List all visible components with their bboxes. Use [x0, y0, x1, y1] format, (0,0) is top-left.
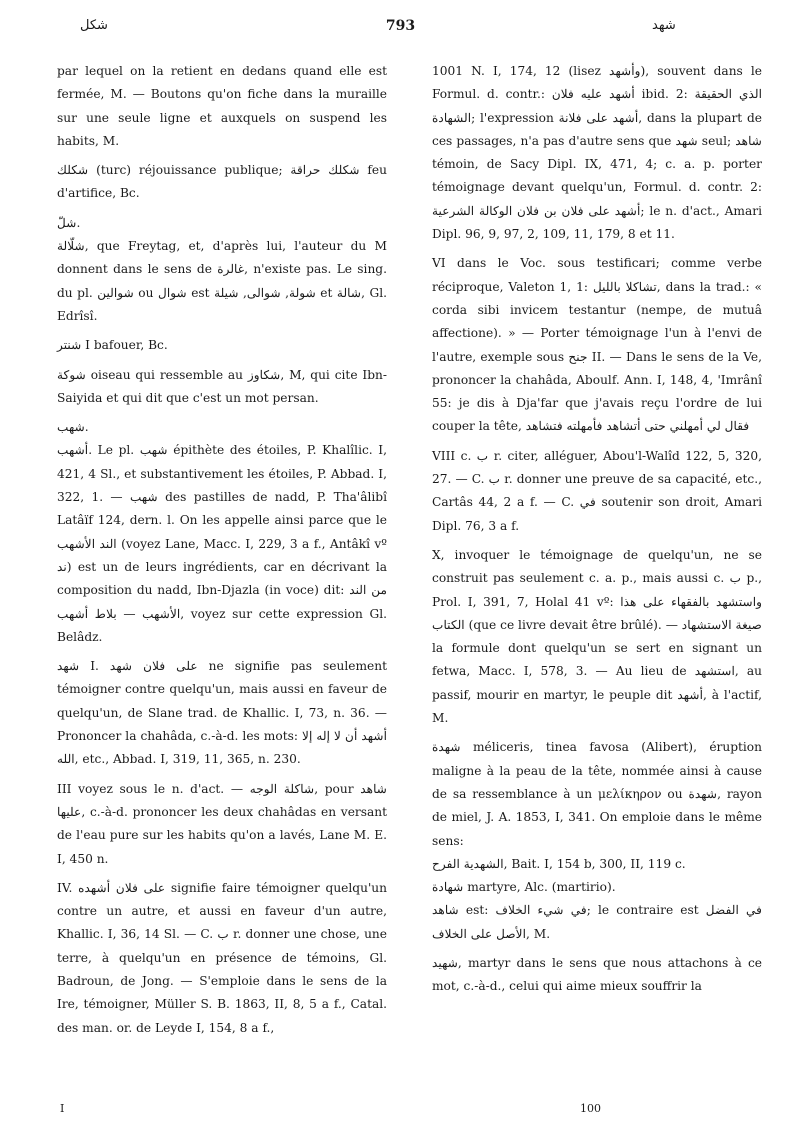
signature-mark: I	[60, 1102, 65, 1115]
right-paragraph: VI dans le Voc. sous testificari; comme verbe réciproque, Valeton ‎1, 1: تشاكلا بالليل, dans la trad.: « corda sibi invicem testantur (nempe, de mutuâ affectione). » — Porter témoignage l'un à l'envi de l'autre, exemple sous جنح II. — Dans le sens de la Ve, prononcer la chahâda, Aboulf. Ann. I, 148, 4, 'Imrânî 55: je dis à Dja'far que j'avais reçu l'ordre de lui couper la tête, فقال لي أمهلني حتى أتشاهد فأمهلته فتشاهد	[432, 256, 763, 434]
right-paragraph: X, invoquer le témoignage de quelqu'un, ne se construit pas seulement c. a. p., mais aussi c. ب p., Prol. I, 391, 7, Holal 41 vº: واستشهد بالفقهاء على هذا الكتاب (que ce livre devait être brûlé). — صيغة الاستشهاد la formule dont quelqu'un se sert en signant un fetwa, Macc. I, 578, 3. — Au lieu de استشهد, au passif, mourir en martyr, le peuple dit أشهد, à l'actif, M.	[432, 547, 763, 726]
left-column	[57, 60, 387, 1040]
left-paragraph: شكلك (turc) réjouissance publique; شكلك حراقة feu d'artifice, Bc.	[57, 163, 387, 201]
right-column	[432, 60, 762, 999]
running-head-left: شكل	[80, 18, 108, 33]
page-number: 793	[385, 18, 416, 34]
left-paragraph: شهد I. على فلان شهد ne signifie pas seulement témoigner contre quelqu'un, mais aussi en faveur de quelqu'un, de Slane trad. de Khallic. I, 73, n. 36. — Prononcer la chahâda, c.-à-d. les mots: أشهد أن لا إله إلا الله, etc., Abbad. I, 319, 11, 365, n. 230.	[57, 659, 387, 767]
right-paragraph: الشهدية الفرح, Bait. I, 154 b, 300, II, 119 c.	[432, 856, 686, 871]
left-paragraph: شلّالة, que Freytag, et, d'après lui, l'auteur du M donnent dans le sens de غالرة, n'existe pas. Le sing. du pl. شوالين ou شوال est شولة, شوالى, شيلة et شالة, Gl. Edrîsî.	[57, 239, 387, 323]
right-paragraph: شاهد est: في شيء الخلاف; le contraire est في الفضل الأصل على الخلاف, M.	[432, 903, 762, 941]
right-paragraph: VIII c. ب r. citer, alléguer, Abou'l-Walîd 122, 5, 320, 27. — C. ب r. donner une preuve de sa capacité, etc., Cartâs 44, 2 a f. — C. في soutenir son droit, Amari Dipl. 76, 3 a f.	[432, 448, 762, 533]
right-paragraph: شهدة méliceris, tinea favosa (Alibert), éruption maligne à la peau de la tête, nommée ainsi à cause de sa ressemblance à un μελίκηρον ou شهدة, rayon de miel, J. A. 1853, I, 341. On emploie dans le même sens:	[432, 740, 762, 848]
right-paragraph: شهادة martyre, Alc. (martirio).	[432, 880, 616, 895]
page-header	[0, 18, 801, 48]
left-paragraph: شوكة oiseau qui ressemble au شكاوز, M, qui cite Ibn-Saiyida et qui dit que c'est un mot persan.	[57, 367, 387, 405]
left-paragraph: شنتر I bafouer, Bc.	[57, 338, 168, 353]
gathering-number: 100	[580, 1102, 601, 1115]
left-paragraph: III voyez sous le n. d'act. — شاكلة الوجه, pour شاهد عليها, c.-à-d. prononcer les deux chahâdas en versant de l'eau pure sur les habits qu'on a lavés, Lane M. E. I, 450 n.	[57, 781, 387, 866]
left-paragraph: IV. على فلان أشهده signifie faire témoigner quelqu'un contre un autre, et aussi en faveur d'un autre, Khallic. I, 36, 14 Sl. — C. ب r. donner une chose, une terre, à quelqu'un en présence de témoins, Gl. Badroun, de Jong. — S'emploie dans le sens de la Ire, témoigner, Müller S. B. 1863, II, 8, 5 a f., Catal. des man. or. de Leyde I, 154, 8 a f.,	[57, 880, 387, 1035]
left-paragraph: شلّ.	[57, 215, 81, 230]
running-head-right: شهد	[652, 18, 676, 33]
left-paragraph: par lequel on la retient en dedans quand elle est fermée, M. — Boutons qu'on fiche dans la muraille sur une seule ligne et auxquels on suspend les habits, M.	[57, 64, 387, 148]
right-paragraph: شهيد, martyr dans le sens que nous attachons à ce mot, c.-à-d., celui qui aime mieux souffrir la	[432, 955, 762, 994]
left-paragraph: شهب.	[57, 420, 89, 435]
left-paragraph: أشهب. Le pl. شهب épithète des étoiles, P. Khalîlic. I, 421, 4 Sl., et substantivement les étoiles, P. Abbad. I, 322, 1. — شهب des pastilles de nadd, P. Tha'âlibî Latâïf 124, dern. l. On les appelle ainsi parce que le الند الأشهب (voyez Lane, Macc. I, 229, 3 a f., Antâkî vº ند) est un de leurs ingrédients, car en décrivant la composition du nadd, Ibn-Djazla (in voce) dit: من الند الأشهب — بلاط أشهب, voyez sur cette expression Gl. Belâdz.	[57, 443, 388, 644]
right-paragraph: 1001 N. I, 174, 12 (lisez وأشهد), souvent dans le Formul. d. contr.: أشهد عليه فلان ibid. 2: الذي الحقيقة الشهادة; l'expression أشهد على فلانة, dans la plupart de ces passages, n'a pas d'autre sens que شهد seul; شاهد témoin, de Sacy Dipl. IX, 471, 4; c. a. p. porter témoignage devant quelqu'un, Formul. d. contr. 2: أشهد على فلان بن فلان الوكالة الشرعية; le n. d'act., Amari Dipl. 96, 9, 97, 2, 109, 11, 179, 8 et 11.	[432, 64, 763, 242]
